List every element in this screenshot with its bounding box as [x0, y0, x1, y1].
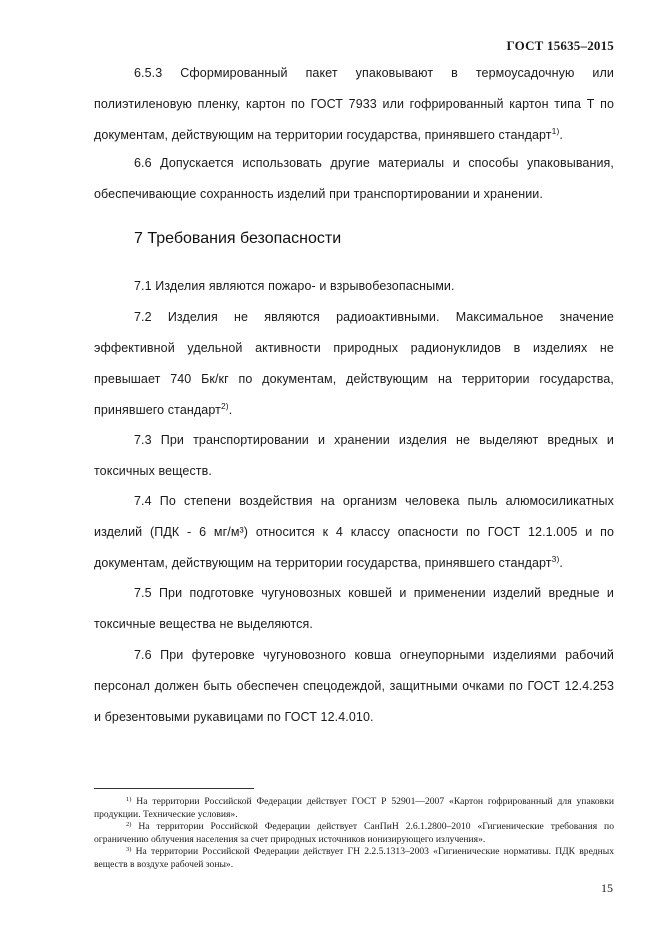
standard-header: ГОСТ 15635–2015 — [506, 38, 614, 53]
paragraph-6-5-3 — [94, 58, 614, 151]
paragraph-7-3 — [94, 425, 614, 487]
text-run: 7.4 По степени воздействия на организм человека пыль алюмосиликатных изделий (ПДК - 6 мг/м³) относится к 4 классу опасности по ГОСТ 12.1.005 и по документам, действующим на территории государства, принявшего стандарт — [94, 494, 614, 570]
footnote-marker: 1) — [126, 796, 132, 803]
text-run: 6.5.3 Сформированный пакет упаковывают в термоусадочную или полиэтиленовую пленку, картон по ГОСТ 7933 или гофрированный картон типа Т по документам, действующим на территории государства, принявшего стандарт — [94, 66, 614, 142]
text-run: 7.5 При подготовке чугуновозных ковшей и применении изделий вредные и токсичные вещества не выделяются. — [94, 586, 614, 631]
text-run: На территории Российской Федерации действует ГОСТ Р 52901—2007 «Картон гофрированный для упаковки продукции. Технические условия». — [94, 796, 614, 820]
footnote-marker: 1) — [551, 126, 560, 136]
text-run: 6.6 Допускается использовать другие материалы и способы упаковывания, обеспечивающие сохранность изделий при транспортировании и хранении. — [94, 156, 614, 201]
footnote-marker: 2) — [126, 821, 132, 828]
footnote-marker: 3) — [551, 554, 560, 564]
footnote-marker: 2) — [220, 401, 229, 411]
paragraph-6-6 — [94, 148, 614, 210]
footnote-1 — [94, 796, 614, 821]
text-run: 7.2 Изделия не являются радиоактивными. Максимальное значение эффективной удельной активности природных радионуклидов в изделиях не превышает 740 Бк/кг по документам, действующим на территории государства, принявшего стандарт — [94, 310, 614, 417]
paragraph-7-4 — [94, 486, 614, 579]
text-run: 7.1 Изделия являются пожаро- и взрывобезопасными. — [134, 279, 455, 293]
text-run: На территории Российской Федерации действует ГН 2.2.5.1313–2003 «Гигиенические нормативы. ПДК вредных веществ в воздухе рабочей зоны». — [94, 846, 614, 870]
paragraph-7-1 — [94, 271, 614, 302]
text-run: 7.6 При футеровке чугуновозного ковша огнеупорными изделиями рабочий персонал должен быть обеспечен спецодеждой, защитными очками по ГОСТ 12.4.253 и брезентовыми рукавицами по ГОСТ 12.4.010. — [94, 648, 614, 724]
paragraph-7-6 — [94, 640, 614, 733]
footnote-marker: 3) — [126, 846, 132, 853]
text-run: 7.3 При транспортировании и хранении изделия не выделяют вредных и токсичных веществ. — [94, 433, 614, 478]
section-heading-safety: 7 Требования безопасности — [134, 230, 342, 247]
text-run: . — [559, 556, 563, 570]
text-run: . — [228, 403, 233, 417]
footnote-3 — [94, 846, 614, 871]
paragraph-7-5 — [94, 578, 614, 640]
page-number: 15 — [601, 881, 613, 895]
footnote-2 — [94, 821, 614, 846]
text-run: . — [559, 128, 563, 142]
paragraph-7-2 — [94, 302, 614, 426]
footnote-separator — [94, 788, 254, 789]
text-run: На территории Российской Федерации действует СанПиН 2.6.1.2800–2010 «Гигиенические требования по ограничению облучения населения за счет природных источников ионизирующего излучения». — [94, 821, 614, 845]
